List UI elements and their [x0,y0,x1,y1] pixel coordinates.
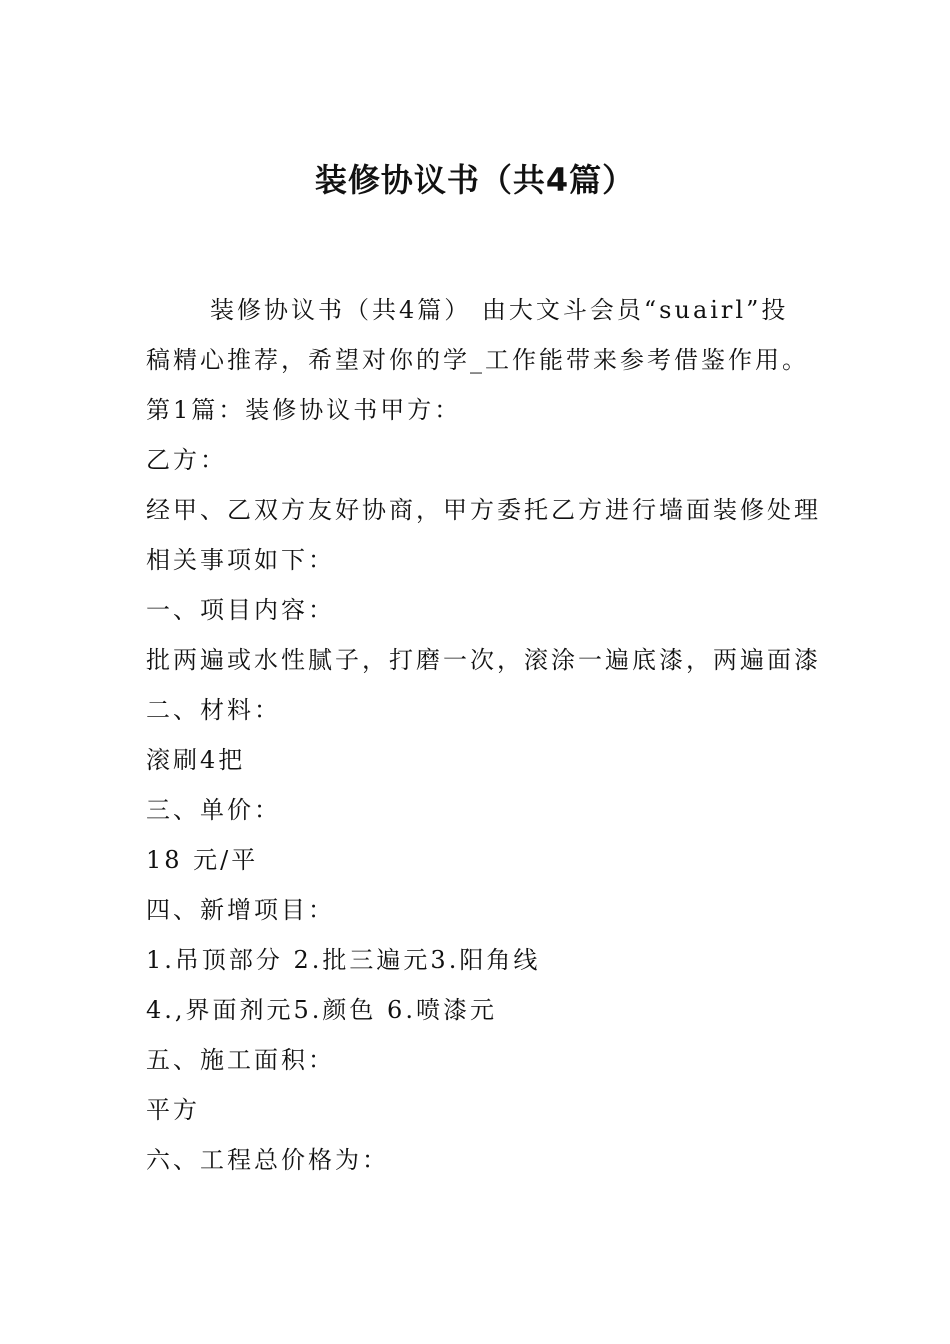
document-title: 装修协议书（共4篇） [314,161,636,199]
agreement-line-1: 经甲、乙双方友好协商，甲方委托乙方进行墙面装修处理 [146,496,821,524]
new-items-line-1: 1.吊顶部分 2.批三遍元3.阳角线 [146,946,541,974]
section-heading-area: 五、施工面积： [146,1046,335,1074]
materials-text: 滚刷4把 [146,746,246,774]
intro-line-1: 装修协议书（共4篇） 由大文斗会员“suairl”投 [210,296,789,324]
agreement-line-2: 相关事项如下： [146,546,335,574]
section-heading-unit-price: 三、单价： [146,796,281,824]
section-heading-total-price: 六、工程总价格为： [146,1146,389,1174]
section-heading-materials: 二、材料： [146,696,281,724]
party-b-label: 乙方： [146,446,227,474]
section-heading-new-items: 四、新增项目： [146,896,335,924]
intro-line-2: 稿精心推荐，希望对你的学_工作能带来参考借鉴作用。 [146,346,809,374]
unit-price-text: 18 元/平 [146,846,259,874]
new-items-line-2: 4.,界面剂元5.颜色 6.喷漆元 [146,996,497,1024]
document-body [146,285,821,1185]
area-text: 平方 [146,1096,200,1124]
chapter-heading: 第1篇：装修协议书甲方： [146,396,462,424]
content-text: 批两遍或水性腻子，打磨一次，滚涂一遍底漆，两遍面漆 [146,646,821,674]
section-heading-content: 一、项目内容： [146,596,335,624]
